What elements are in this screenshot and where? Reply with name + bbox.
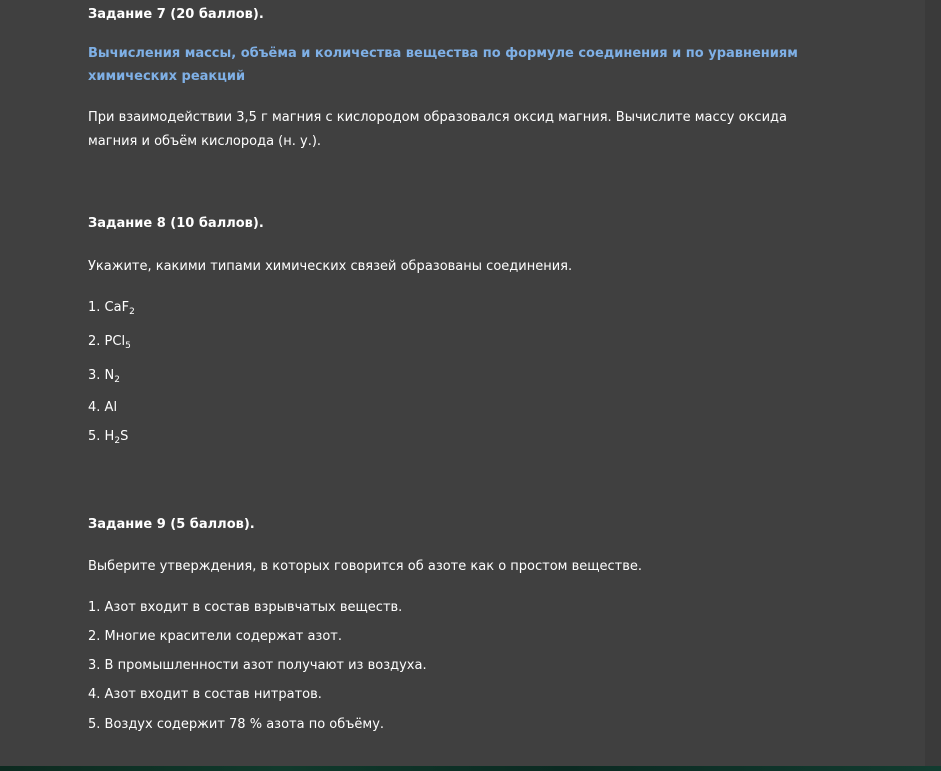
formula-base: H: [104, 429, 115, 444]
item-number: 5.: [88, 429, 105, 444]
formula-subscript: 2: [129, 307, 135, 317]
formula-base: N: [104, 368, 115, 383]
task9-item-2: 2. Многие красители содержат азот.: [88, 629, 343, 644]
task8-question: Укажите, какими типами химических связей образованы соединения.: [88, 259, 573, 274]
formula-base: Al: [104, 400, 118, 415]
task8-title: Задание 8 (10 баллов).: [88, 216, 264, 231]
formula-base: PCl: [104, 334, 126, 349]
formula-subscript: 2: [114, 375, 121, 385]
item-number: 3.: [88, 368, 105, 383]
task9-item-1: 1. Азот входит в состав взрывчатых веществ.: [88, 600, 403, 615]
task9-title: Задание 9 (5 баллов).: [88, 517, 255, 532]
task9-item-3: 3. В промышленности азот получают из воздуха.: [88, 658, 427, 673]
task7-topic-line1: Вычисления массы, объёма и количества вещества по формуле соединения и по уравнениям: [88, 46, 798, 61]
task7-topic-line2: химических реакций: [88, 69, 246, 84]
task7-text-line1: При взаимодействии 3,5 г магния с кислородом образовался оксид магния. Вычислите массу оксида: [88, 110, 787, 125]
item-number: 2.: [88, 334, 105, 349]
item-number: 1.: [88, 300, 105, 315]
formula-base: CaF: [104, 300, 130, 315]
formula-subscript: 5: [125, 341, 131, 351]
item-number: 4.: [88, 400, 105, 415]
scrollbar-track[interactable]: [925, 0, 941, 771]
formula-subscript: 2: [114, 436, 121, 446]
formula-tail: S: [120, 429, 129, 444]
task9-question: Выберите утверждения, в которых говорится об азоте как о простом веществе.: [88, 559, 643, 574]
task9-item-5: 5. Воздух содержит 78 % азота по объёму.: [88, 717, 385, 732]
task7-title: Задание 7 (20 баллов).: [88, 7, 264, 22]
task8-item-4: [88, 397, 117, 419]
task8-item-1: [88, 297, 135, 319]
task9-item-4: 4. Азот входит в состав нитратов.: [88, 687, 322, 702]
bottom-border-strip: [0, 766, 941, 771]
task8-item-3: [88, 365, 120, 387]
task8-item-2: [88, 331, 131, 353]
task8-item-5: [88, 426, 128, 448]
task7-text-line2: магния и объём кислорода (н. у.).: [88, 134, 322, 149]
